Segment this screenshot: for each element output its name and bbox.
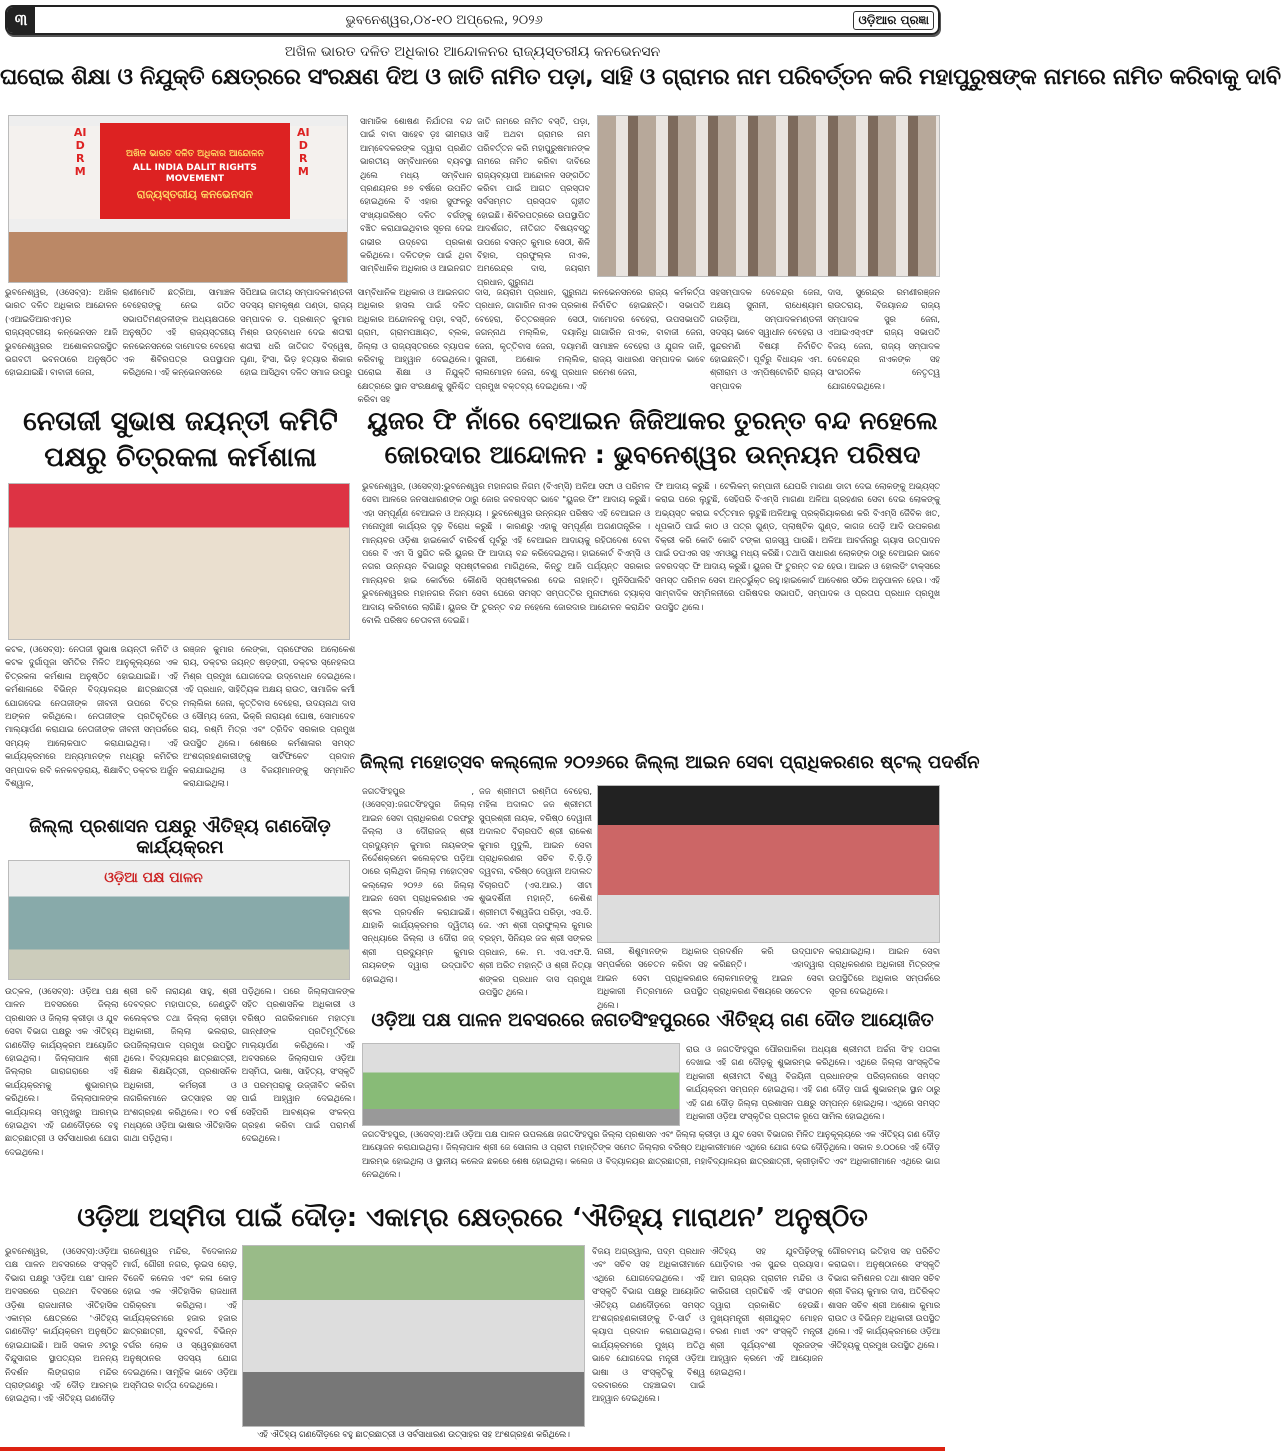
article1-col: ସାମାଜିକ ଶୋଷଣ ନିର୍ଯାତନା ବନ୍ଦ ପାଇଁ ବାବା ସାହେବ ଡ଼ଃ ଭୀମରାଓ ଆମ୍ବେଦକରଙ୍କ ଦ୍ୱାରା ପ୍ରଣିତ ଭାରତୀୟ ସମ୍ବିଧାନରେ ବ୍ୟବସ୍ଥା ଥିଲେ ମଧ୍ୟ ସମ୍ବିଧାନ ପ୍ରଣୟନର ୭୭ ବର୍ଷରେ ଉପନିତ ହୋଇଥିଲେ ବି ଏହାର ସୁଫଳରୁ ସଂଖ୍ୟାଗରିଷ୍ଠ ଦଳିତ ବର୍ଗଙ୍କୁ ବଞ୍ଚିତ କରାଯାଇଥିବାର ସୂଚନା ଦେଇ ଗଭୀର ଉଦ୍‌ବେଗ ପ୍ରକାଶ କରିଥିଲେ। ଦଳିତଙ୍କ ପାଇଁ ଥିବା ସାମ୍ବିଧାନିକ ଅଧିକାର ଓ ଆଇନଗତ [360, 116, 472, 274]
article7-col: ଭୁବନେଶ୍ୱର, (ଓସେବ୍ସ):ଓଡ଼ିଆ ପକ୍ଷ ପାଳନ ଅବସରରେ ସଂସ୍କୃତି ବିଭାଗ ପକ୍ଷରୁ 'ଓଡ଼ିଆ ପକ୍ଷ' ପାଳନ ଅବସରରେ ପ୍ରଥମ ଦିବସରେ ଓଡ଼ିଶା ରାଜଧାନୀର ଐତିହାସିକ ଏକାମ୍ର କ୍ଷେତ୍ରରେ 'ଐତିହ୍ୟ ଗଣଦୌଡ଼' କାର୍ଯ୍ୟକ୍ରମ ଅନୁଷ୍ଠିତ ହୋଇଯାଇଛି। ଆଜି ସକାଳ ୬ଟାରୁ ବିନ୍ଦୁସାଗର ସ୍ଥାପତ୍ୟର ଅନନ୍ୟ ନିଦର୍ଶନ ଲିଙ୍ଗରାଜ ମନ୍ଦିର ପ୍ରାଙ୍ଗଣରୁ ଏହି ଦୌଡ଼ ଆରମ୍ଭ ହୋଇଥିଲା। ଏହି ଐତିହ୍ୟ ଗଣଦୌଡ଼ [5, 1246, 118, 1404]
article1-headline: ଘରୋଇ ଶିକ୍ଷା ଓ ନିଯୁକ୍ତି କ୍ଷେତ୍ରରେ ସଂରକ୍ଷଣ ଦିଅ ଓ ଜାତି ନାମିତ ପଡ଼ା, ସାହି ଓ ଗ୍ରାମର ନାମ ପରିବର୍ତ୍ତନ କରି ମହାପୁରୁଷଙ୍କ ନାମରେ ନାମିତ କରିବାକୁ ଦାବି [0, 64, 1281, 90]
marathon-caption: ଏହି ଐତିହ୍ୟ ଗଣଦୌଡ଼ରେ ବହୁ ଛାତ୍ରଛାତ୍ରୀ ଓ ସର୍ବସାଧାରଣ ଉତ୍ସାହର ସହ ଅଂଶଗ୍ରହଣ କରିଥିଲେ। [257, 1429, 570, 1439]
heritage-run-photo [8, 860, 350, 980]
article6-headline: ଓଡ଼ିଆ ପକ୍ଷ ପାଳନ ଅବସରରେ ଜଗତସିଂହପୁରରେ ଐତିହ୍ୟ ଗଣ ଦୌଡ ଆୟୋଜିତ [371, 1010, 934, 1031]
article3-col: ଫି ଆଦାୟ କରୁଛି । ଟେଲିକମ୍ କମ୍ପାନୀ ଯେପରି ମାଗଣା ଡାଟା ଦେଇ ଲୋକଙ୍କୁ ଅଭ୍ୟସ୍ତ କରାଇ ପରେ ଲୁଟୁଛି, ସେହିପରି ବିଏମ୍‌ସି ମାଗଣା ଅଳିଆ ଗ୍ରହଣର ସେବା ଦେଇ ଲୋକଙ୍କୁ ଅଭ୍ୟସ୍ତ କରାଇ ବର୍ତ୍ତମାନ ଲୁଟୁଛି।ଅଳିଆକୁ ପ୍ରକ୍ରିୟାକରଣ କରି ବିଏମ୍‌ସି ଜୈବିକ ଖତ, ଧୂପକାଠି ପାଇଁ କାଠ ଓ ପତ୍ର ଗୁଣ୍ଡ, ପ୍ଲାଷ୍ଟିକ ଗୁଣ୍ଡ, କାଗଜ ପେଡ଼ି ଆଦି ଉପକରଣ ବିକ୍ରୀ କରି କୋଟି କୋଟି ଟଙ୍କା ରାଜସ୍ୱ ପାଉଛି। ଅଳିଆ ଆବର୍ଜନାରୁ ଗ୍ୟାସ ଉତ୍ପାଦନ ପାଇଁ ଡଘଏର ସହ ଏମଓୟୁ ମଧ୍ୟ କରିଛି। ତଥାପି ସାଧାରଣ ଲୋକଙ୍କ ଠାରୁ ବେଆଇନ ଭାବେ ଜବରଦସ୍ତ ଫି ଆଦାୟ କରୁଛି। ୟୁଜର ଫି ତୁରନ୍ତ ବନ୍ଦ ହେଉ। ଆଇନ ଓ ହୋଲଡିଂ ଟାକ୍ସରେ ସମସ୍ତ ପରିମଳ ସେବା ଅନ୍ତର୍ଭୁକ୍ତ ରହୁ।ହାଇକୋର୍ଟ ଆଦେଶର ସଠିକ ଅନୁପାଳନ ହେଉ। ଏହି ସାମ୍ବାଦିକ ସମ୍ମିଳନୀରେ ପରିଷଦର ସଭାପତି, ସମ୍ପାଦକ ଓ ପ୍ରତାପ ପ୍ରଧାନ ପ୍ରମୁଖ ଉପସ୍ଥିତ ଥିଲେ। [655, 481, 940, 612]
legal-stall-photo [597, 785, 940, 943]
banner-side-text-left: AIDRM [73, 125, 87, 178]
article4-col: ନାରୀ, ଶିଶୁମାନଙ୍କ ଅଧିକାର ସମ୍ପର୍କରେ ସଚେତନ କରିବା ସହ ଆଇନ ସେବା ପ୍ରାଧିକରଣର ଅଧିକାରୀ ମିତ୍ରମାନେ ଉପସ୍ଥିତ ଥିଲେ। [597, 946, 708, 1010]
painting-workshop-photo [8, 483, 350, 640]
photo-banner: ଓଡ଼ିଆ ପକ୍ଷ ପାଳନ [104, 870, 203, 887]
article7-col: ରାଜେଶ୍ୱର ମନ୍ଦିର, ବିଦେକାନନ୍ଦ ମାର୍ଗ, ଗୌରୀ ନଗର, ଲୁଇସ ରୋଡ଼, ବିଜେବି କଲେଜ ଏବଂ କଳା କୋଡ଼ ହୋଇ ଏକ ଐତିହାସିକ ରାଜଧାନୀ ପରିକ୍ରମା କରିଥିଲା। ଏହି କାର୍ଯ୍ୟକ୍ରମରେ ହଜାର ହଜାର ଛାତ୍ରଛାତ୍ରୀ, ଯୁବବର୍ଗ, ବିଭିନ୍ନ ବର୍ଗର ଲୋକ ଓ ସ୍ୱେଚ୍ଛାସେବୀ ଅନୁଷ୍ଠାନର ସଦସ୍ୟ ଯୋଗ ଦେଇଥିଲେ। ସାମୂହିକ ଭାବେ ଓଡ଼ିଆ ଅସ୍ମିତାର ବାର୍ତ୍ତା ଦେଇଥିଲେ। [123, 1246, 237, 1391]
article5-col: ଉତ୍କଳ, (ଓସେବ୍ସ): ଓଡ଼ିଆ ପକ୍ଷ ପାଳନ ଅବସରରେ ଜିଲ୍ଲା ପ୍ରଶାସନ ଓ ଜିଲ୍ଲା କ୍ରୀଡ଼ା ଓ ଯୁବ ସେବା ବିଭାଗ ପକ୍ଷରୁ ଏକ ଐତିହ୍ୟ ଗଣଦୌଡ଼ କାର୍ଯ୍ୟକ୍ରମ ଆୟୋଜିତ ହୋଇଥିଲା। ଜିଲ୍ଲାପାଳ ଶ୍ରୀ ଜିଲ୍ଲାର ଗାରାଗରାରେ ଏହି କାର୍ଯ୍ୟକ୍ରମକୁ ଶୁଭାରମ୍ଭ କରିଥିଲେ। ଜିଲ୍ଲାପାଳଙ୍କ କାର୍ଯ୍ୟାଳୟ ସମ୍ମୁଖରୁ ଆରମ୍ଭ ହୋଇଥିବା ଏହି ଗଣଦୌଡ଼ରେ ବହୁ ଛାତ୍ରଛାତ୍ରୀ ଓ ସର୍ବସାଧାରଣ ଯୋଗ ଦେଇଥିଲେ। [5, 986, 119, 1157]
article1-col: ରାଣୀମୋତି ଛତ୍ରିଆ, ସାମାଞ୍ଚଳ ବେହେରାଙ୍କୁ ନେଇ ଗଠିତ ସଭାପତିମଣ୍ଡଳୀଙ୍କ ଅଧ୍ୟକ୍ଷତାରେ ଅନୁଷ୍ଠିତ ଏହି ରାଜ୍ୟସ୍ତରୀୟ କନଭେନସନରେ ଦାମୋଦର ବେହେରା ଏକ ଶିବିରପତ୍ର ଉପସ୍ଥାପନ କରିଥିଲେ। ଏହି କନ୍‌ଭେନସନରେ [122, 287, 235, 378]
article1-col: ଦାସ, ଜୟରାମ ପ୍ରଧାନ, ଗୁରୁନାଥ ପ୍ରଧାନ, ଗାଗାରିନ ନାଏକ ପ୍ରକାଶ ବେହେରା, ଚିତ୍ତରଞ୍ଜନ ସେଠୀ, ଜଗନ୍ନାଥ ମଲ୍ଲିକ, ଦୟାନିଧି ଜେନା, କୃତ୍ତିବାସ ଜେନା, ଦୟାମଣି ସୁନାରୀ, ଅଶୋକ ମଲ୍ଲିକ, ଲାଲମୋହନ ଜେନା, ବେଣୁ ପ୍ରଧାନ ପ୍ରମୁଖ ବକ୍ତବ୍ୟ ଦେଇଥିଲେ। ଏହି [475, 287, 588, 391]
article7-col: ଐତିହ୍ୟ ସହ ଯୁବପିଢ଼ିଙ୍କୁ ଯୋଡ଼ିବାର ଏକ ସୁନ୍ଦର ପ୍ରୟାସ। ଆମ ରାଜ୍ୟର ପ୍ରାଚୀନ ମନ୍ଦିର ଓ କାରିଗରୀ ପ୍ରତିଛବି ଏହି ସଂଗଠନ ଦ୍ୱାରା ପ୍ରକାଶିତ ହେଉଛି। ମୁଖ୍ୟମନ୍ତ୍ରୀ ଶ୍ରୀଯୁକ୍ତ ମୋହନ ଚରଣ ମାଝୀ ଏବଂ ସଂସ୍କୃତି ମନ୍ତ୍ରୀ ଶ୍ରୀ ସୂର୍ଯ୍ୟବଂଶୀ ସୂରଜଙ୍କ ଆହ୍ୱାନ କ୍ରମେ ଏହି ଆୟୋଜନ ହୋଇଥିଲା। [710, 1246, 823, 1377]
page-number: ୩ [7, 7, 35, 33]
article4-col: କରାଯାଇଥିଲା। ଆଇନ ସେବା ପ୍ରାଧିକରଣର ଅଧିକାରୀ ମିତ୍ରଙ୍କ ଉପସ୍ଥିତିରେ ଅଧିକାର ସମ୍ପର୍କରେ ସୂଚନା ଦେଇଥିଲେ। [829, 946, 940, 997]
article5-headline: ଜିଲ୍ଲା ପ୍ରଶାସନ ପକ୍ଷରୁ ଐତିହ୍ୟ ଗଣଦୌଡ଼ କାର୍ଯ୍ୟକ୍ରମ [29, 816, 331, 858]
article4-headline: ଜିଲ୍ଲା ମହୋତ୍ସବ କଲ୍ଲୋଳ ୨୦୨୬ରେ ଜିଲ୍ଲା ଆଇନ ସେବା ପ୍ରାଧିକରଣର ଷ୍ଟଲ୍ ପଦର୍ଶନ [360, 752, 980, 773]
article6-side: ରାଉ ଓ ଜଗତସିଂହପୁର ପୌରପାଳିକା ଅଧ୍ୟକ୍ଷ ଶ୍ରୀମତୀ ଅର୍ଚ୍ଚନା ସିଂହ ପତାକା ଦେଖାଇ ଏହି ଗଣ ଦୌଡ଼କୁ ଶୁଭାରମ୍ଭ କରିଥିଲେ। ଏଥିରେ ଜିଲ୍ଲା ସାଂସ୍କୃତିକ ଅଧିକାରୀ ଶ୍ରୀମତୀ ବିଶ୍ୱ ବିଜୟିନୀ ପ୍ରଧାନଙ୍କ ପରିଚାଳନାରେ ସମସ୍ତ କାର୍ଯ୍ୟକ୍ରମ ସମ୍ପନ୍ନ ହୋଇଥିଲା। ଏହି ଗଣ ଦୌଡ଼ ପାଇଁ ଶୁଭାରମ୍ଭ ସ୍ଥାନ ଠାରୁ ଏହି ଗଣ ଦୌଡ଼ ଜିଲ୍ଲା ପ୍ରଶାସନ ପକ୍ଷରୁ ସମ୍ପନ୍ନ ହୋଇଥିଲା। ଏଥିରେ ସମସ୍ତ ଅଧିକାରୀ ଓଡ଼ିଆ ସଂସ୍କୃତିର ପ୍ରତୀକ ରୂପେ ସାମିଲ ହୋଇଥିଲେ। [686, 1044, 940, 1122]
article1-col: ଜାତି ନାମରେ ନାମିତ ବସ୍ତି, ପଡ଼ା, ସାହି ଅଥବା ଗ୍ରାମର ନାମ ପରିବର୍ତ୍ତନ କରି ମହାପୁରୁଷମାନଙ୍କ ନାମରେ ନାମିତ କରିବା ଦାବିରେ ରାଜ୍ୟବ୍ୟାପୀ ଆନ୍ଦୋଳନ ସଙ୍ଗଠିତ କରିବା ପାଇଁ ଆଗତ ପ୍ରସ୍ତାବ ସର୍ବସମ୍ମତ ପ୍ରସ୍ତାବ ଗୃହୀତ ହୋଇଛି। ଶିବିରପତ୍ରରେ ଉପସ୍ଥାପିତ ଆଦର୍ଶଗତ, ନୀତିଗତ ବିଷୟବସ୍ତୁ ଉପରେ ବସନ୍ତ କୁମାର ସେଠୀ, ଶିଳି ବିହାର, ପ୍ରଫୁଲ୍ଲ ନାଏକ, ଅମରେନ୍ଦ୍ର ଦାସ, ଜୟରାମ ପ୍ରଧାନ, ଗୁରୁନାଥ [477, 116, 590, 287]
article1-body [5, 286, 940, 405]
article7-col: ଗୌରବମୟ ଇତିହାସ ସହ ପରିଚିତ କରାଇବା। ଅନୁଷ୍ଠାନରେ ସଂସ୍କୃତି ବିଭାଗ କମିଶନର ତଥା ଶାସନ ସଚିବ ଶ୍ରୀ ବିଜୟ କୁମାର ଦାସ, ଅତିରିକ୍ତ ଶାସନ ସଚିବ ଶ୍ରୀ ଅଶୋକ କୁମାର ରାଉତ ଓ ବିଭିନ୍ନ ଅଧିକାରୀ ଉପସ୍ଥିତ ଥିଲେ। ଏହି କାର୍ଯ୍ୟକ୍ରମରେ ଓଡ଼ିଆ ଐତିହ୍ୟକୁ ପ୍ରମୁଖ ଉପସ୍ଥିତ ଥିଲେ। [828, 1246, 940, 1350]
article1-col: ଦାସ, ସୁରେନ୍ଦ୍ର ରମଣୀରଞ୍ଜନ ରାଉତରାୟ, ବିଜୟାନନ୍ଦ ରାଜ୍ୟ ସମ୍ପାଦକ ସୁର ଜେନା, ଏଆଇଏସ୍‌ଏଫ ରାଜ୍ୟ ସଭାପତି ବିଜୟ ଜେନା, ରାଜ୍ୟ ସମ୍ପାଦକ ଦେବେନ୍ଦ୍ର ନାଏକଙ୍କ ସହ ସାଂଗଠନିକ ନେତୃତ୍ୱ ଯୋଗଦେଇଥିଲେ। [827, 287, 940, 391]
audience-photo [597, 115, 940, 277]
article4-under [597, 945, 940, 1010]
article7-headline: ଓଡ଼ିଆ ଅସ୍ମିତା ପାଇଁ ଦୌଡ଼: ଏକାମ୍ର କ୍ଷେତ୍ରରେ ‘ଐତିହ୍ୟ ମାରାଥନ’ ଅନୁଷ୍ଠିତ [77, 1203, 868, 1233]
article1-col: ସିପିଆଇ ଜାତୀୟ ସମ୍ପାଦକମଣ୍ଡଳୀ ସଦସ୍ୟ ରାମକୃଷ୍ଣ ପଣ୍ଡା, ରାଜ୍ୟ ସମ୍ପାଦକ ଡ. ପ୍ରଶାନ୍ତ କୁମାର ମିଶ୍ର ଉଦ୍‌ବୋଧନ ଦେଇ ଶତାବ୍ଦୀ ଶତାବ୍ଦୀ ଧରି ଜାତିଗତ ବିଦ୍ୱେଷ, ଘୃଣା, ହିଂସା, ଭିଡ଼ ହତ୍ୟାର ଶିକାର ହୋଇ ଆସିଥିବା ଦଳିତ ସମାଜ ଉପରୁ [240, 287, 353, 378]
article5-col: ପଡ଼ିଥିଲେ। ପରେ ଜିଲ୍ଲାପାଳଙ୍କ ସହିତ ପ୍ରଶାସନିକ ଅଧିକାରୀ ଓ ବରିଷ୍ଠ ନାଗରିକମାନେ ମହାତ୍ମା ଗାନ୍ଧୀଙ୍କ ପ୍ରତିମୂର୍ତ୍ତିରେ ମାଲ୍ୟାର୍ପଣ କରିଥିଲେ। ଏହି ଅବସରରେ ଜିଲ୍ଲାପାଳ ଓଡ଼ିଆ ଅସ୍ମିତା, ଭାଷା, ସାହିତ୍ୟ, ସଂସ୍କୃତି ଓ ପରମ୍ପରାକୁ ଉଜ୍ଜୀବିତ କରିବା ପାଇଁ ଆହ୍ୱାନ ଦେଇଥିଲେ। ସେହିପରି ଆବଶ୍ୟକ ସଂକଳ୍ପ ଗ୍ରହଣ କରିବା ପାଇଁ ପରାମର୍ଶ ଦେଇଥିଲେ। [241, 986, 355, 1144]
photo-banner [100, 123, 289, 219]
article3-col: ଭୁବନେଶ୍ୱର, (ଓସେବ୍ସ):ଭୁବନେଶ୍ୱର ମହାନଗର ନିଗମ (ବିଏମ୍‌ସି) ଅଳିଆ ସଫା ଓ ପରିମଳ ସେବା ଆଳରେ ଜନସାଧାରଣଙ୍କ ଠାରୁ ଜୋର ଜବରଦସ୍ତ ଭାବେ "ୟୁଜର ଫି" ଆଦାୟ କରୁଛି। ଏହା ସମ୍ପୂର୍ଣ୍ଣ ବେଆଇନ ଓ ଅନ୍ୟାୟ । ଭୁବନେଶ୍ୱର ଉନ୍ନୟନ ପରିଷଦ ଏହି ବେଆଇନ ଓ ମନୋମୁଖୀ କାର୍ଯ୍ୟର ଦୃଢ଼ ବିରୋଧ କରୁଛି । କାରଣରୁ ଏହାକୁ ସମ୍ପୂର୍ଣ୍ଣ ଅଗଣତାନ୍ତ୍ରିକ ।ମାନ୍ୟବର ଓଡ଼ିଶା ହାଇକୋର୍ଟ ବାରିବର୍ଷ ପୂର୍ବରୁ ଏହି ବେଆଇନ ଆଦାୟକୁ ରହିତାଦେଶ ଦେବା ପରେ ବି ଏମ ସି ସ୍ଥଗିତ କରି ୟୁଜର ଫି ଆଦାୟ ବନ୍ଦ କରିଦେଇଥିଲା। ହାଇକୋର୍ଟ ବିଏମ୍‌ସି ଓ ନଗର ଉନ୍ନୟନ ବିଭାଗରୁ ସ୍ପଷ୍ଟୀକରଣ ମାଗିଥିଲେ, କିନ୍ତୁ ଆଜି ପର୍ଯ୍ୟନ୍ତ ସରକାର ମାନ୍ୟବର ହାଇ କୋର୍ଟରେ କୌଣସି ସ୍ପଷ୍ଟୀକରଣ ଦେଇ ନାହାନ୍ତି। ମୁନିସିପାଲିଟି ଭୁବନେଶ୍ୱରର ମହାନଗର ନିଗମ ସେବା ଘେରେ ସମସ୍ତ ସମ୍ପତ୍ତିର ମୁନାଫାରେ ଟ୍ୟାକ୍ସ ଆଦାୟ କରିବାରେ ଲାଗିଛି। ୟୁଜର ଫି ତୁରନ୍ତ ବନ୍ଦ ନହେଲେ ଜୋରଦାର ଆନ୍ଦୋଳନ କରାଯିବ ବୋଲି ପରିଷଦ ଚେତାବନୀ ଦେଇଛି। [362, 481, 650, 626]
marathon-photo [242, 1245, 585, 1427]
article5-body [5, 985, 355, 1185]
banner-line-2: ALL INDIA DALIT RIGHTS MOVEMENT [132, 162, 257, 184]
article2-col: ରଞ୍ଜନ କୁମାର ଲେଙ୍କା, ପ୍ରଫେସର ଅଲୋକେଶ ରାୟ, ଡକ୍ଟର ଜୟନ୍ତ ଷଡ଼ଙ୍ଗୀ, ଡକ୍ଟର ସ୍ନେହଲତା ମିଶ୍ର ପ୍ରମୁଖ ଯୋଗଦେଇ ଉଦ୍‌ବୋଧନ ଦେଇଥିଲେ। ଏହି ପ୍ରଧାନ, ସାହିତ୍ୟିକ ଅକ୍ଷୟ ରାଉତ, ସାମାଜିକ କର୍ମୀ ମଲ୍ଲିକା ଜେନା, କୃତ୍ତିବାସ ବେହେରା, ଉଦୟନାଥ ଦାସ ଓ ସୌମ୍ୟ ଜେନା, ଭିକ୍ରି ନାରାୟଣ ଘୋଷ, ସୋମାଦେବ ରାୟ, ରଶ୍ମି ମିତ୍ର ଏବଂ ତ୍ରିଦିବ ସରକାର ପ୍ରମୁଖ ଉପସ୍ଥିତ ଥିଲେ। ଶେଷରେ କର୍ମଶାଳାର ସମସ୍ତ ଅଂଶଗ୍ରହଣକାରୀଙ୍କୁ ସାର୍ଟିଫିକେଟ ପ୍ରଦାନ କରାଯାଇଥିଲା ଓ ବିଜୟୀମାନଙ୍କୁ ସମ୍ମାନିତ କରାଯାଇଥିଲା। [183, 644, 355, 789]
article2-headline: ନେତାଜୀ ସୁଭାଷ ଜୟନ୍ତୀ କମିଟି ପକ୍ଷରୁ ଚିତ୍ରକଳା କର୍ମଶାଳା [23, 406, 338, 473]
bottom-rule [0, 1447, 945, 1451]
article1-col: କନଭେନସନରେ ରାଜ୍ୟ କର୍ମକର୍ତ୍ତା ନିର୍ବାଚିତ ହୋଇଛନ୍ତି। ସଭାପତି ଦାମୋଦର ବେହେରା, ଉପସଭାପତି ଗାଗାରିନ ନାଏକ, ବାବାଜୀ ଜେନା, ସାମାଞ୍ଚଳ ବେହେରା ଓ ଯୁଗଳ ଜାନି, ରାଜ୍ୟ ସାଧାରଣ ସମ୍ପାଦକ ଭାବେ ରମେଶ ଜେନା, [592, 287, 705, 378]
date-line: ଭୁବନେଶ୍ୱର,୦୪-୧୦ ଅପ୍ରେଲ, ୨୦୨୬ [345, 12, 543, 28]
banner-line-1: ଅଖିଳ ଭାରତ ଦଳିତ ଅଧିକାର ଆନ୍ଦୋଳନ [125, 148, 264, 159]
article3-headline: ୟୁଜର ଫି ନାଁରେ ବେଆଇନ ଜିଜିଆକର ତୁରନ୍ତ ବନ୍ଦ ନହେଲେ ଜୋରଦାର ଆନ୍ଦୋଳନ : ଭୁବନେଶ୍ୱର ଉନ୍ନୟନ ପରିଷଦ [367, 406, 938, 469]
newspaper-logo: ଓଡ଼ିଆର ପ୍ରଜ୍ଞା [853, 11, 934, 30]
article1-col: ସହସମ୍ପାଦକ ଦେବେନ୍ଦ୍ର ଜେନା, ଅକ୍ଷୟ ସୁନାନୀ, ରାଧେଶ୍ୟାମ ଗଉଡ଼ିଆ, ସମ୍ପାଦକମଣ୍ଡଳୀ ସଦସ୍ୟ ଭାବେ ସ୍ୱାଧୀନ ବେହେରା ଓ ସୁନ୍ଦରମଣି ବିଷୟୀ ନିର୍ବାଚିତ ହୋଇଛନ୍ତି। ପୂର୍ବରୁ ବିଧାୟକ ଏମ. ଶ୍ରୀରାମ ଓ ଏମ୍ପିଷ୍ଟୋରିଟି ରାଜ୍ୟ ସମ୍ପାଦକ [710, 287, 823, 391]
article7-col: ବିଜୟ ଅଗ୍ରୱାଲ, ପଦ୍ମ ପ୍ରଧାନ ଏବଂ ସଚିବ ସହ ଅଧିକାରୀମାନେ ଏଥିରେ ଯୋଗଦେଇଥିଲେ। ଏହି ସଂସ୍କୃତି ବିଭାଗ ପକ୍ଷରୁ ଆୟୋଜିତ ଐତିହ୍ୟ ଗଣଦୌଡ଼ରେ ସମସ୍ତ ଅଂଶଗ୍ରହଣକାରୀଙ୍କୁ ଟି-ସାର୍ଟ ଓ କ୍ୟାପ ପ୍ରଦାନ କରାଯାଇଥିଲା। କାର୍ଯ୍ୟକ୍ରମରେ ମୁଖ୍ୟ ଅତିଥି ଭାବେ ଯୋଗଦେଇ ମନ୍ତ୍ରୀ ଓଡ଼ିଆ ଭାଷା ଓ ସଂସ୍କୃତିକୁ ବିଶ୍ୱ ଦରବାରରେ ପହଞ୍ଚାଇବା ପାଇଁ ଆହ୍ୱାନ ଦେଇଥିଲେ। [592, 1246, 705, 1404]
article1-kicker: ଅଖିଳ ଭାରତ ଦଳିତ ଅଧିକାର ଆନ୍ଦୋଳନର ରାଜ୍ୟସ୍ତରୀୟ କନଭେନସନ [284, 44, 661, 60]
jagatsinghpur-run-photo [362, 1043, 680, 1126]
article4-col: ଜଗତସିଂହପୁର , (ଓସେବ୍ସ):ଜଗତସିଂହପୁର ଜିଲ୍ଲା ଆଇନ ସେବା ପ୍ରାଧିକରଣ ତରଫରୁ ଜିଲ୍ଲା ଓ ଦୌରାଜଜ୍ ଶ୍ରୀ ପ୍ରଦ୍ୟୁମ୍ନ କୁମାର ନାୟକଙ୍କ ନିର୍ଦ୍ଦେଶକ୍ରମେ କଲେକ୍ଟର ପଡ଼ିଆ ଠାରେ ଚାଲିଥିବା ଜିଲ୍ଲା ମହୋତ୍ସବ କଲ୍ଲୋଳ ୨୦୨୬ ରେ ଜିଲ୍ଲା ଆଇନ ସେବା ପ୍ରାଧିକରଣର ଏକ ଷ୍ଟଲ ପ୍ରଦର୍ଶନ କରାଯାଇଛି। ଯାହାକି କାର୍ଯ୍ୟକ୍ରମର ଦ୍ୱିତୀୟ ସନ୍ଧ୍ୟାରେ ଜିଲ୍ଲା ଓ ଦୌରା ଜଜ୍ ଶ୍ରୀ ପ୍ରଦ୍ୟୁମ୍ନ କୁମାର ନାୟକଙ୍କ ଦ୍ୱାରା ଉଦ୍‌ଘାଟିତ ହୋଇଥିଲା। [362, 786, 474, 984]
banner-line-3: ରାଜ୍ୟସ୍ତରୀୟ କନଭେନସନ [136, 187, 254, 201]
article2-col: କଟକ, (ଓସେବ୍ସ): ନେତାଜୀ ସୁଭାଷ ଜୟନ୍ତୀ କମିଟି ଓ କଟକ ଦୁର୍ଗାପୂଜା ସମିତିର ମିଳିତ ଆନୁକୂଲ୍ୟରେ ଏକ ଚିତ୍ରକଳା କର୍ମଶାଳା ଅନୁଷ୍ଠିତ ହୋଇଯାଇଛି। ଏହି କର୍ମଶାଳାରେ ବିଭିନ୍ନ ବିଦ୍ୟାଳୟର ଛାତ୍ରଛାତ୍ରୀ ଯୋଗଦେଇ ନେତାଜୀଙ୍କ ଜୀବନୀ ଉପରେ ଚିତ୍ର ଅଙ୍କନ କରିଥିଲେ। ନେତାଜୀଙ୍କ ପ୍ରତିକୃତିରେ ମାଲ୍ୟାର୍ପଣ କରାଯାଇ ନେତାଜୀଙ୍କ ଜୀବନୀ ସମ୍ପର୍କରେ ସମ୍ୟକ୍ ଆଲୋକପାତ କରାଯାଇଥିଲା। ଏହି କାର୍ଯ୍ୟକ୍ରମରେ ଅନ୍ୟମାନଙ୍କ ମଧ୍ୟରୁ କମିଟିର ସମ୍ପାଦକ ରବି କନକବଡ଼ରାୟ, ଶିକ୍ଷାବିତ୍ ଡକ୍ଟର ଅର୍ଜୁନ ବିଶ୍ୱାଳ, [5, 644, 178, 789]
article4-col: ପ୍ରଦର୍ଶନ କରି ଉଦ୍‌ଘାଟନ କରିଛନ୍ତି। ଏହାଦ୍ୱାରା ଲୋକମାନଙ୍କୁ ଆଇନ ସେବା ପ୍ରାଧିକରଣ ବିଷୟରେ ସଚେତନ [713, 946, 824, 997]
convention-photo [8, 115, 348, 283]
article6-body: ଜଗତସିଂହପୁର, (ଓସେବ୍ସ):ଆଜି ଓଡ଼ିଆ ପକ୍ଷ ପାଳନ ଉପଲକ୍ଷେ ଜଗତସିଂହପୁର ଜିଲ୍ଲା ପ୍ରଶାସନ ଏବଂ ଜିଲ୍ଲା କ୍ରୀଡ଼ା ଓ ଯୁବ ସେବା ବିଭାଗର ମିଳିତ ଆନୁକୂଲ୍ୟରେ ଏକ ଐତିହ୍ୟ ଗଣ ଦୌଡ଼ ଆୟୋଜନ କରାଯାଇଥିଲା। ଜିଲ୍ଲାପାଳ ଶ୍ରୀ ଜେ ସୋନାଲ ଓ ପ୍ରାଚୀ ମହାନ୍ତିଙ୍କ ସମେତ ଜିଲ୍ଲାର ବରିଷ୍ଠ ଅଧିକାରୀମାନେ ଏଥିରେ ଯୋଗ ଦେଇ ଦୌଡ଼ିଥିଲେ। ସକାଳ ୭.୦୦ରେ ଏହି ଦୌଡ଼ ଆରମ୍ଭ ହୋଇଥିଲା ଓ ସ୍ଥାନୀୟ କଲେଜ ଛକରେ ଶେଷ ହୋଇଥିଲା। କଲେଜ ଓ ବିଦ୍ୟାଳୟର ଛାତ୍ରଛାତ୍ରୀ, ମହାବିଦ୍ୟାଳୟର ଛାତ୍ରଛାତ୍ରୀ, କ୍ରୀଡ଼ାବିତ ଏବଂ ଅଧିକାରୀମାନେ ଏଥିରେ ଭାଗ ନେଇଥିଲେ। [362, 1129, 940, 1180]
article4-col: ଜଜ ଶ୍ରୀମତୀ ରଶ୍ମିତା ବେହେରା, ମହିଳା ଅଦାଲତ ଜଜ ଶ୍ରୀମତୀ ସୁପ୍ରଶ୍ରୀ ନାୟକ, ବରିଷ୍ଠ ଦେୱାନୀ ଅଦାଲତ ବିଚାରପତି ଶ୍ରୀ ରାକେଶ କୁମାର ମୁଦୁଲି, ଆଇନ ସେବା ପ୍ରାଧିକରଣର ସଚିବ ବି.ଡ଼ି.ଡ଼ି ଦ୍ୱବନା, ବରିଷ୍ଠ ଦେୱାନୀ ଅଦାଲତ ବିଚାରପତି (ଏସ.ଆର.) ସୀଟା ଶୁଭଦର୍ଶିନୀ ମହାନ୍ତି, କେଶିଶ ଶ୍ରୀମତୀ ବିଶ୍ୱଜିତା ପରିଡ଼ା, ଏସ.ଡି. ଜେ. ଏମ ଶ୍ରୀ ପ୍ରଫୁଲ୍ଲ କୁମାର ବ୍ରହ୍ମ, ସିନିୟର ଜଜ ଶ୍ରୀ ସଙ୍କର ପ୍ରଧାନ, କେ. ମ. ଏସ.ଏଫ.ସି. ଶ୍ରୀ ଅରିତ ମହାନ୍ତି ଓ ଶ୍ରୀ ନିତ୍ୟା ଶଙ୍କର ପ୍ରଧାନ ଦାସ ପ୍ରମୁଖ ଉପସ୍ଥିତ ଥିଲେ। [479, 786, 592, 998]
banner-side-text-right: AIDRM [296, 125, 310, 178]
page-header [5, 5, 940, 35]
article5-col: ଶ୍ରୀ ରବି ନାରାୟଣ ସାହୁ, ଶ୍ରୀ ଦେବବ୍ରତ ମହାପାତ୍ର, ଜେଣ୍ଡୁଟି କଲେକ୍ଟର ତଥା ଜିଲ୍ଲା କ୍ରୀଡ଼ା ଅଧିକାରୀ, ଜିଲ୍ଲା ଭଲରାର, ଉପଜିଲ୍ଲାପାଳ ପ୍ରମୁଖ ଉପସ୍ଥିତ ଥିଲେ। ବିଦ୍ୟାଳୟର ଛାତ୍ରଛାତ୍ରୀ, ଶିକ୍ଷକ ଶିକ୍ଷୟିତ୍ରୀ, ପ୍ରଶାସନିକ ଅଧିକାରୀ, କର୍ମଚାରୀ ଓ ନାଗରିକମାନେ ଉତ୍ସାହର ସହ ଅଂଶଗ୍ରହଣ କରିଥିଲେ। ୧୦ ବର୍ଷ ମଧ୍ୟରେ ଓଡ଼ିଆ ଭାଷାର ଐତିହାସିକ ଗାଥା ପଡ଼ିଥିଲା। [123, 986, 237, 1144]
article1-col: ସାମ୍ବିଧାନିକ ଅଧିକାର ଓ ଆଇନଗତ ଅଧିକାର ହାସଲ ପାଇଁ ଦଳିତ ଅଧିକାର ଅନ୍ଦୋଳନକୁ ପଡ଼ା, ବସ୍ତି, ଗ୍ରାମ, ଗ୍ରାମପଞ୍ଚାୟତ, ବ୍ଲକ, ଜିଲ୍ଲା ଓ ରାଜ୍ୟସ୍ତରରେ ବ୍ୟାପକ କରିବାକୁ ଆହ୍ୱାନ ଦେଇଥିଲେ। ଘରୋଇ ଶିକ୍ଷା ଓ ନିଯୁକ୍ତି କ୍ଷେତ୍ରରେ ସ୍ଥାନ ସଂରକ୍ଷଣକୁ ସୁନିଶ୍ଚିତ କରିବା ସହ [357, 287, 470, 405]
article1-col: ଭୁବନେଶ୍ୱର, (ଓସେବ୍ସ): ଅଖିଳ ଭାରତ ଦଳିତ ଅଧିକାର ଆନ୍ଦୋଳନ (ଏଆଇଡିଆରଏମ୍)ର ରାଜ୍ୟସ୍ତରୀୟ କନ୍‌ଭେନସନ ଆଜି ଭୁବନେଶ୍ୱରର ଅଶୋକନଗରସ୍ଥିତ ଭଗବତୀ ଭବନଠାରେ ଅନୁଷ୍ଠିତ ହୋଇଯାଇଛି। ବାବାଜୀ ଜେନା, [5, 287, 118, 378]
